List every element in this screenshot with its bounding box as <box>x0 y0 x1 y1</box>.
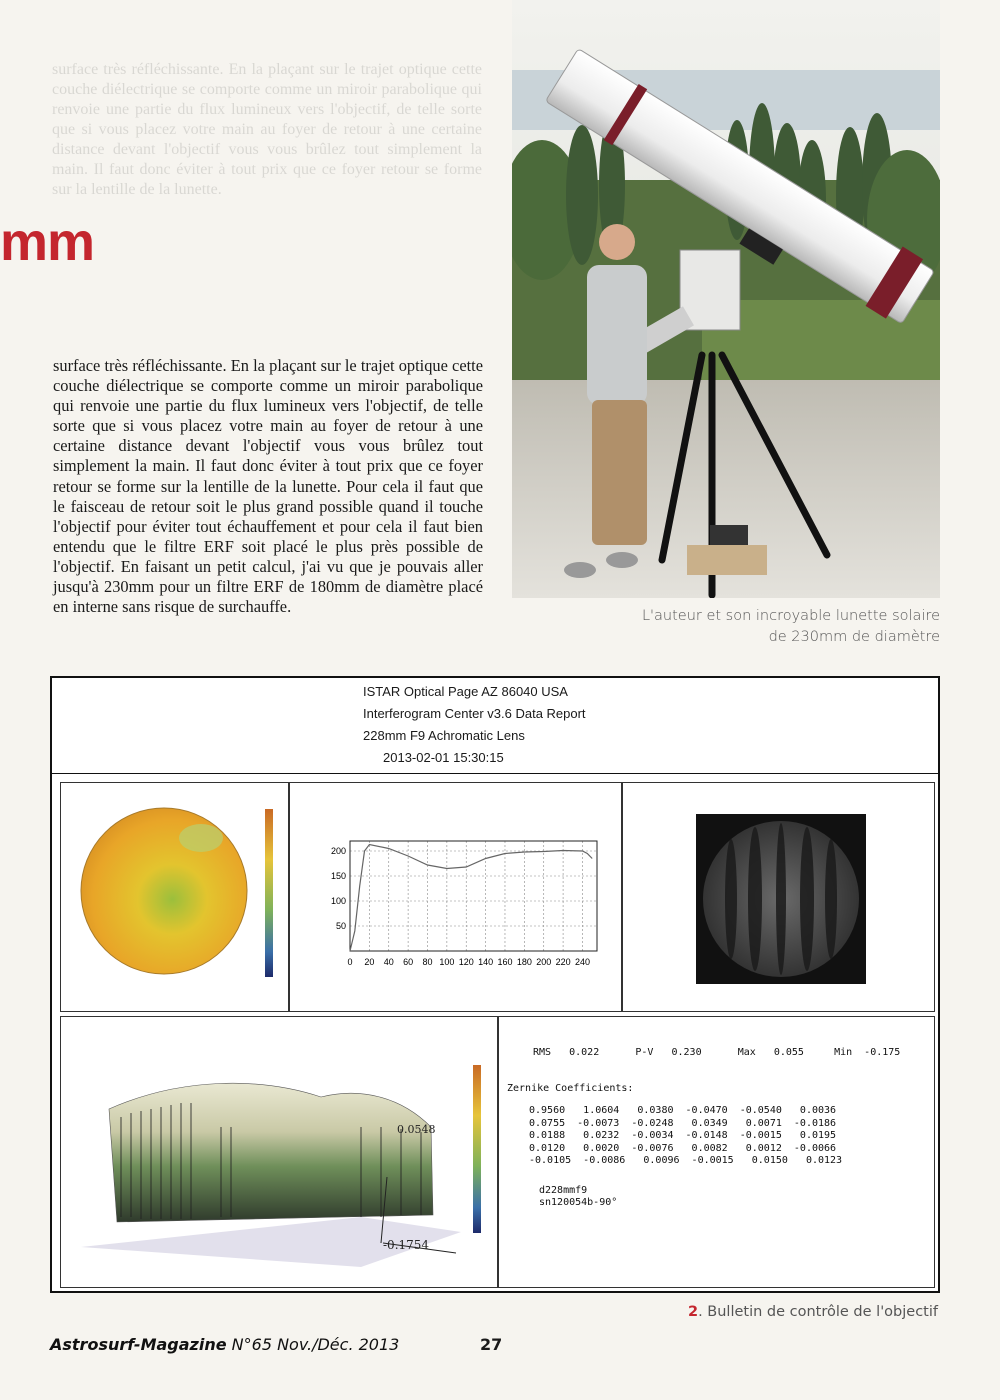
show-through-text: surface très réfléchissante. En la plaçant sur le trajet optique cette couche diélectrique se comporte comme un miroir parabolique qui renvoie une partie du flux lumineux vers l'objectif, de telle sorte que si vous placez votre main au foyer de retour à une certaine distance devant l'objectif vous vous brûlez tout simplement la main. Il faut donc éviter à tout prix que ce foyer retour se forme sur la lentille de la lunette. <box>52 61 482 198</box>
chart-series-line <box>350 845 592 952</box>
chart-xtick-label: 240 <box>574 957 590 967</box>
zernike-row: 0.0755 -0.0073 -0.0248 0.0349 0.0071 -0.0186 <box>529 1117 837 1129</box>
report-header-line4: 2013-02-01 15:30:15 <box>383 750 504 765</box>
chart-xtick-label: 20 <box>364 957 375 967</box>
max-value: 0.055 <box>773 1047 804 1058</box>
chart-xtick-label: 200 <box>536 957 552 967</box>
report-header-line2: Interferogram Center v3.6 Data Report <box>363 706 586 721</box>
figure-number: 2 <box>687 1304 699 1320</box>
chart-xtick-label: 40 <box>383 957 394 967</box>
surface-max-label: 0.0548 <box>397 1123 436 1136</box>
chart-xtick-label: 80 <box>422 957 433 967</box>
zernike-table <box>529 1105 842 1168</box>
min-value: -0.175 <box>864 1047 901 1058</box>
photo-caption-line2: de 230mm de diamètre <box>768 629 940 645</box>
stats-line <box>533 1047 900 1060</box>
chart-ytick-label: 150 <box>330 871 346 881</box>
chart-xtick-label: 180 <box>516 957 532 967</box>
figure-caption: 2. Bulletin de contrôle de l'objectif <box>687 1304 938 1320</box>
chart-ytick-label: 100 <box>330 896 346 906</box>
chart-xtick-label: 60 <box>403 957 414 967</box>
chart-xtick-label: 100 <box>439 957 455 967</box>
wavefront-map <box>61 783 289 1012</box>
pv-label: P-V <box>635 1047 654 1058</box>
zernike-row: 0.0120 0.0020 -0.0076 0.0082 0.0012 -0.0066 <box>529 1142 837 1154</box>
issue-info: N°65 Nov./Déc. 2013 <box>231 1335 400 1354</box>
zernike-row: -0.0105 -0.0086 0.0096 -0.0015 0.0150 0.0123 <box>529 1155 843 1166</box>
chart-ytick-label: 200 <box>330 846 346 856</box>
chart-ytick-label: 50 <box>335 921 346 931</box>
surface-min-label: -0.1754 <box>383 1238 430 1252</box>
rms-label: RMS <box>533 1047 552 1058</box>
zernike-row: 0.0188 0.0232 -0.0034 -0.0148 -0.0015 0.0195 <box>529 1130 837 1141</box>
chart-frame <box>350 841 597 951</box>
file-line2: sn120054b-90° <box>539 1197 618 1208</box>
max-label: Max <box>737 1047 756 1058</box>
surface-3d-panel <box>60 1016 498 1288</box>
chart-grid <box>350 841 597 951</box>
chart-xtick-label: 220 <box>555 957 571 967</box>
interferogram-image <box>623 783 935 1012</box>
min-label: Min <box>834 1047 853 1058</box>
zernike-row: 0.9560 1.0604 0.0380 -0.0470 -0.0540 0.0036 <box>529 1105 837 1116</box>
page-number: 27 <box>480 1335 503 1354</box>
interferogram-report <box>50 676 940 1293</box>
chart-xtick-label: 120 <box>458 957 474 967</box>
author-telescope-photo <box>512 0 940 598</box>
zernike-panel <box>498 1016 935 1288</box>
report-header-line1: ISTAR Optical Page AZ 86040 USA <box>363 684 568 699</box>
figure-caption-text: Bulletin de contrôle de l'objectif <box>707 1304 938 1320</box>
file-line1: d228mmf9 <box>539 1185 588 1196</box>
zernike-title: Zernike Coefficients: <box>507 1083 634 1094</box>
chart-xtick-label: 160 <box>497 957 513 967</box>
interferogram-panel <box>622 782 935 1012</box>
article-paragraph: surface très réfléchissante. En la plaçant sur le trajet optique cette couche diélectrique se comporte comme un miroir parabolique qui renvoie une partie du flux lumineux vers l'objectif, de telle sorte que si vous placez votre main au foyer de retour à une certaine distance devant l'objectif vous vous brûlez tout simplement la main. Il faut donc éviter à tout prix que ce foyer retour se forme sur la lentille de la lunette. Pour cela il faut que le faisceau de retour soit le plus grand possible quand il touche l'objectif pour éviter tout échauffement et pour cela il faut bien entendu que le filtre ERF soit placé le plus près possible de l'objectif. En faisant un petit calcul, j'ai vu que je pouvais aller jusqu'à 230mm pour un filtre ERF de 180mm de diamètre placé en interne sans risque de surchauffe. <box>53 356 483 617</box>
photo-caption <box>520 606 940 648</box>
page-footer <box>50 1335 399 1354</box>
report-header <box>52 678 938 774</box>
chart-xtick-label: 0 <box>347 957 353 967</box>
photo-caption-line1: L'auteur et son incroyable lunette solaire <box>641 608 940 624</box>
magazine-name: Astrosurf-Magazine <box>50 1335 227 1354</box>
report-header-line3: 228mm F9 Achromatic Lens <box>363 728 525 743</box>
profile-chart <box>290 783 622 1012</box>
rms-value: 0.022 <box>569 1047 600 1058</box>
surface-3d-plot <box>61 1017 498 1288</box>
article-heading-fragment: mm <box>0 212 95 272</box>
chart-xtick-label: 140 <box>478 957 494 967</box>
profile-chart-panel <box>289 782 622 1012</box>
pv-value: 0.230 <box>671 1047 702 1058</box>
wavefront-map-panel <box>60 782 289 1012</box>
